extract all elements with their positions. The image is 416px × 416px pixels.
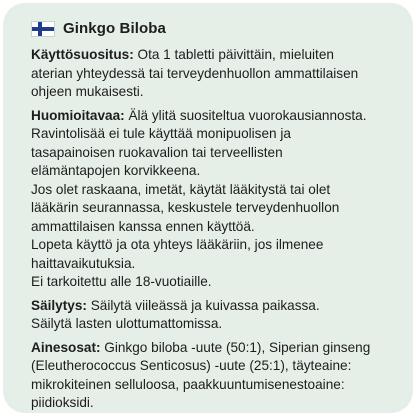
- notice-line-5: Jos olet raskaana, imetät, käytät lääkitystä tai olet: [31, 181, 331, 197]
- ingredients-label: Ainesosat:: [31, 339, 101, 355]
- notice-label: Huomioitavaa:: [31, 107, 125, 123]
- notice-line-2: Ravintolisää ei tule käyttää monipuolisen ja: [31, 126, 291, 141]
- notice-line-8: Lopeta käyttö ja ota yhteys lääkäriin, jos ilmenee: [31, 237, 324, 252]
- storage-line-1: [31, 297, 403, 316]
- usage-text: Ota 1 tabletti päivittäin, mieluiten: [137, 47, 334, 62]
- notice-text: Älä ylitä suositeltua vuorokausiannosta.: [128, 107, 367, 123]
- notice-line-10: Ei tarkoitettu alle 18-vuotiaille.: [31, 274, 212, 289]
- notice-line-6: lääkärin seurannassa, keskustele terveydenhuollon: [31, 200, 340, 215]
- notice-section: [31, 107, 403, 292]
- product-info-card: [3, 3, 413, 413]
- finnish-flag-icon: [31, 21, 55, 37]
- card-header: [31, 17, 403, 41]
- storage-label: Säilytys:: [31, 297, 87, 313]
- ingredients-line-1: [31, 339, 403, 358]
- usage-line-1: [31, 46, 403, 65]
- notice-line-4: elämäntapojen korvikkeena.: [31, 163, 201, 178]
- ingredients-line-3: mikrokiteinen selluloosa, paakkuuntumisenestoaine:: [31, 376, 345, 392]
- product-title: Ginkgo Biloba: [63, 19, 166, 37]
- usage-label: Käyttösuositus:: [31, 47, 134, 62]
- ingredients-section: [31, 339, 403, 413]
- storage-section: [31, 297, 403, 334]
- usage-line-3: ohjeen mukaisesti.: [31, 84, 144, 99]
- notice-line-1: [31, 107, 403, 126]
- ingredients-line-2: (Eleutherococcus Senticosus) -uute (25:1), täyteaine:: [31, 358, 352, 373]
- notice-line-9: haittavaikutuksia.: [31, 255, 136, 271]
- notice-line-7: ammattilaisen kanssa ennen käyttöä.: [31, 218, 255, 234]
- storage-text: Säilytä viileässä ja kuivassa paikassa.: [90, 297, 320, 313]
- ingredients-text: Ginkgo biloba -uute (50:1), Siperian ginseng: [104, 339, 371, 355]
- usage-line-2: aterian yhteydessä tai terveydenhuollon ammattilaisen: [31, 65, 359, 81]
- storage-line-2: Säilytä lasten ulottumattomissa.: [31, 316, 223, 331]
- usage-section: [31, 46, 403, 102]
- notice-line-3: tasapainoisen ruokavalion tai terveellisten: [31, 144, 283, 160]
- ingredients-line-4: piidioksidi.: [31, 395, 94, 410]
